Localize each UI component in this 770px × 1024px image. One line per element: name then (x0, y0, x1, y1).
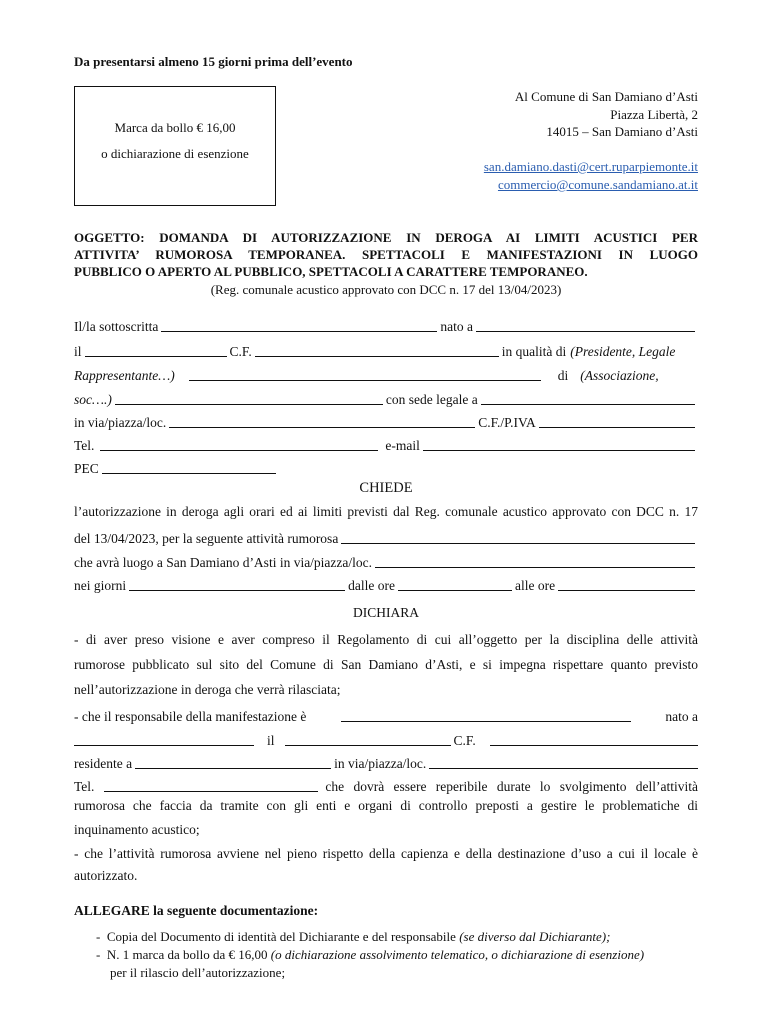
field-days[interactable] (129, 578, 345, 591)
field-time-from[interactable] (398, 578, 512, 591)
label-cf-piva: C.F./P.IVA (478, 415, 536, 430)
subject-line3: PUBBLICO O APERTO AL PUBBLICO, SPETTACOLI A CARATTERE TEMPORANEO. (74, 264, 588, 279)
field-role[interactable] (189, 368, 541, 381)
label-di: di (557, 368, 569, 383)
field-resp-address[interactable] (429, 756, 698, 769)
applicant-line-contacts (74, 432, 698, 454)
chiede-line2: del 13/04/2023, per la seguente attività rumorosa (74, 531, 339, 546)
dichiara-p3-line1: - che l’attività rumorosa avviene nel pieno rispetto della capienza e della destinazione d’uso a cui il locale è (74, 846, 698, 861)
label-resp-tel: Tel. (74, 779, 95, 794)
recipient-line1: Al Comune di San Damiano d’Asti (514, 89, 698, 104)
label-nei-giorni: nei giorni (74, 578, 127, 593)
field-cf[interactable] (255, 344, 499, 357)
allegare-item1-text: Copia del Documento di identità del Dichiarante e del responsabile (106, 929, 460, 944)
bullet-dash: - (96, 947, 107, 962)
dichiara-p1-line1: - di aver preso visione e aver compreso il Regolamento di cui all’oggetto per la disciplina delle attività (74, 632, 698, 647)
label-alle-ore: alle ore (514, 578, 556, 593)
subject-reference: (Reg. comunale acustico approvato con DCC n. 17 del 13/04/2023) (210, 282, 562, 297)
allegare-item2-text: N. 1 marca da bollo da € 16,00 (106, 947, 271, 962)
field-pec[interactable] (102, 461, 276, 474)
label-email: e-mail (385, 438, 420, 453)
field-cf-piva[interactable] (539, 415, 695, 428)
label-resp-residente: residente a (74, 756, 133, 771)
applicant-line-assoc (74, 386, 698, 408)
chiede-line-activity (74, 525, 698, 547)
dichiara-p2-start: - che il responsabile della manifestazione è (74, 709, 307, 724)
allegare-item-2-cont: per il rilascio dell’autorizzazione; (110, 965, 286, 980)
dichiara-p2-tail: che dovrà essere reperibile durate lo svolgimento dell’attività (325, 779, 698, 794)
label-resp-via: in via/piazza/loc. (334, 756, 427, 771)
subject-line1: OGGETTO: DOMANDA DI AUTORIZZAZIONE IN DEROGA AI LIMITI ACUSTICI PER (74, 230, 698, 245)
dichiara-heading: DICHIARA (353, 605, 419, 620)
dichiara-p2-line1 (74, 703, 698, 725)
chiede-heading: CHIEDE (359, 480, 413, 496)
allegare-heading (74, 903, 318, 919)
label-nato-a: nato a (440, 319, 473, 334)
label-via: in via/piazza/loc. (74, 415, 167, 430)
label-pec: PEC (74, 461, 99, 476)
dichiara-p1-line3: nell’autorizzazione in deroga che verrà rilasciata; (74, 682, 341, 697)
allegare-item-1 (96, 929, 610, 945)
field-resp-cf[interactable] (490, 733, 698, 746)
field-birthplace[interactable] (476, 319, 695, 332)
field-association[interactable] (115, 392, 383, 405)
applicant-line-name (74, 313, 698, 335)
field-resp-tel[interactable] (104, 779, 318, 792)
role-hint: (Presidente, Legale (570, 344, 676, 359)
label-resp-nato-a: nato a (665, 709, 698, 724)
dichiara-p2-line6: inquinamento acustico; (74, 822, 200, 837)
chiede-line1: l’autorizzazione in deroga agli orari ed ai limiti previsti dal Reg. comunale acustico approvato con DCC n. 17 (74, 504, 698, 519)
field-resp-birthdate[interactable] (285, 733, 451, 746)
field-address[interactable] (169, 415, 475, 428)
field-name[interactable] (161, 319, 437, 332)
field-resp-birthplace[interactable] (74, 733, 254, 746)
dichiara-p2-line2 (74, 727, 698, 749)
recipient-line3: 14015 – San Damiano d’Asti (546, 124, 698, 139)
label-il: il (74, 344, 82, 359)
label-sede-legale: con sede legale a (385, 392, 478, 407)
applicant-line-role (74, 362, 698, 384)
field-tel[interactable] (100, 438, 378, 451)
role-hint-cont: Rappresentante…) (74, 368, 175, 383)
dichiara-p2-line3 (74, 750, 698, 772)
allegare-heading-bold: ALLEGARE (74, 903, 150, 918)
dichiara-p2-line4 (74, 773, 698, 795)
dichiara-p3-line2: autorizzato. (74, 868, 138, 883)
applicant-line-address (74, 409, 698, 431)
label-in-qualita: in qualità di (501, 344, 567, 359)
chiede-line-dates (74, 572, 698, 594)
recipient-email-commercio[interactable]: commercio@comune.sandamiano.at.it (497, 177, 698, 192)
dichiara-p1-line2: rumorose pubblicato sul sito del Comune di San Damiano d’Asti, e si impegna rispettare quanto previsto (74, 657, 698, 672)
recipient-email-pec[interactable]: san.damiano.dasti@cert.ruparpiemonte.it (483, 159, 698, 174)
stamp-box-line2: o dichiarazione di esenzione (101, 146, 249, 161)
label-resp-cf: C.F. (453, 733, 476, 748)
allegare-item2-italic: (o dichiarazione assolvimento telematico, o dichiarazione di esenzione) (270, 947, 645, 962)
field-place[interactable] (375, 555, 695, 568)
field-email[interactable] (423, 438, 695, 451)
subject-line2: ATTIVITA’ RUMOROSA TEMPORANEA. SPETTACOLI E MANIFESTAZIONI IN LUOGO (74, 247, 698, 262)
field-responsible[interactable] (341, 709, 631, 722)
chiede-line-place (74, 549, 698, 571)
field-time-to[interactable] (558, 578, 695, 591)
recipient-line2: Piazza Libertà, 2 (610, 107, 698, 122)
field-birthdate[interactable] (85, 344, 227, 357)
label-sottoscritta: Il/la sottoscritta (74, 319, 159, 334)
allegare-item-2 (96, 947, 644, 963)
stamp-box-line1: Marca da bollo € 16,00 (114, 120, 236, 135)
allegare-item1-italic: (se diverso dal Dichiarante); (459, 929, 611, 944)
chiede-line3: che avrà luogo a San Damiano d’Asti in via/piazza/loc. (74, 555, 373, 570)
assoc-hint-cont: soc….) (74, 392, 112, 407)
bullet-dash: - (96, 929, 107, 944)
applicant-line-birth (74, 338, 698, 360)
label-dalle-ore: dalle ore (348, 578, 395, 593)
field-activity[interactable] (341, 531, 695, 544)
label-cf: C.F. (229, 344, 252, 359)
deadline-note: Da presentarsi almeno 15 giorni prima dell’evento (74, 54, 353, 69)
allegare-heading-rest: la seguente documentazione: (149, 903, 319, 918)
stamp-box (74, 86, 276, 206)
dichiara-p2-line5: rumorosa che faccia da tramite con gli enti e organi di controllo preposti a gestire le problematiche di (74, 798, 698, 813)
field-sede-legale[interactable] (481, 392, 695, 405)
field-resp-residence[interactable] (135, 756, 331, 769)
label-resp-il: il (267, 733, 275, 748)
assoc-hint: (Associazione, (580, 368, 659, 383)
label-tel: Tel. (74, 438, 95, 453)
applicant-line-pec (74, 455, 698, 477)
